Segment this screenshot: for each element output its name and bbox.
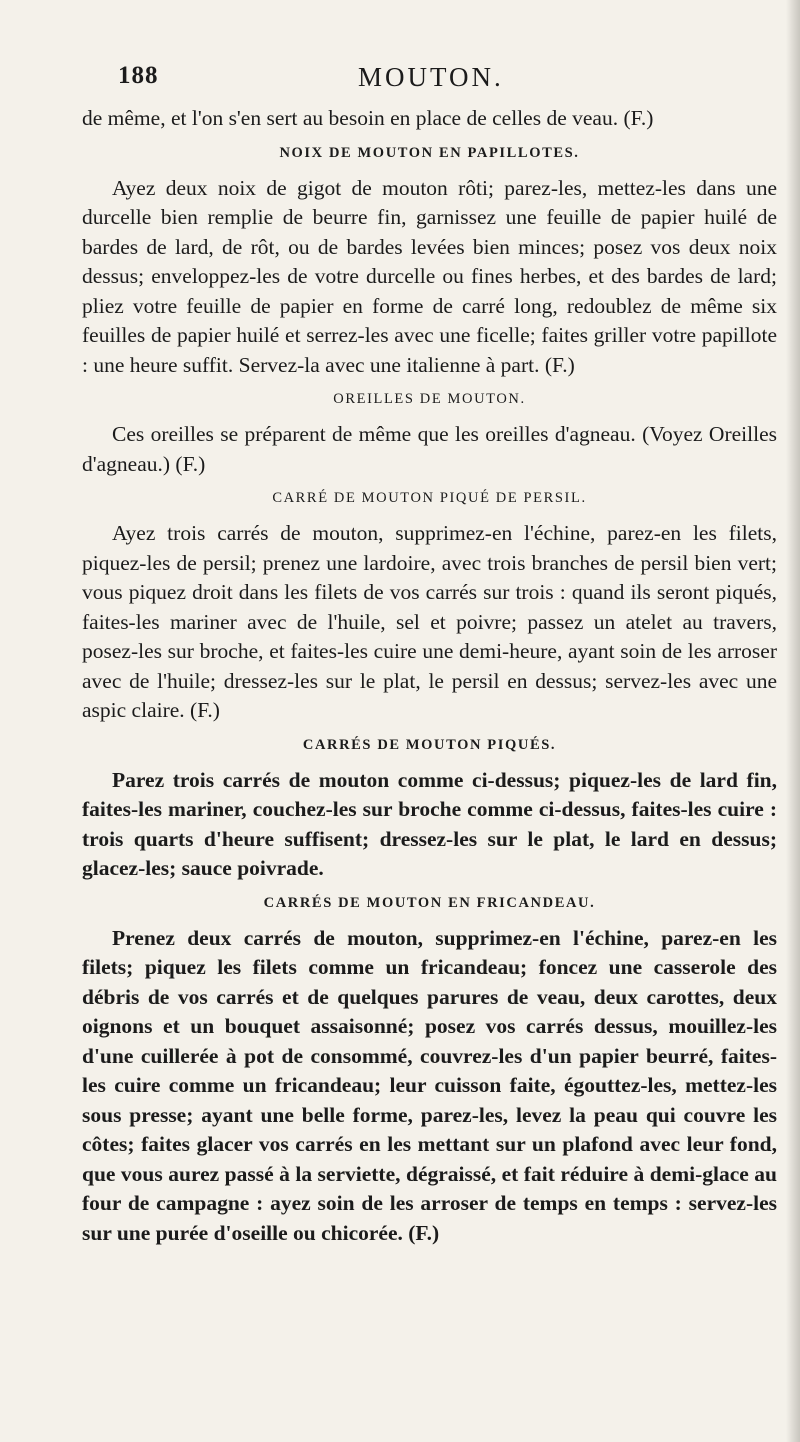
page-header <box>118 62 678 98</box>
recipe-title: CARRÉ DE MOUTON PIQUÉ DE PERSIL. <box>272 490 587 506</box>
recipe-text: Prenez deux carrés de mouton, supprimez-en l'échine, parez-en les filets; piquez les filets comme un fricandeau; foncez une casserole des débris de vos carrés et de quelques parures de veau, deux carottes, deux oignons et un bouquet assaisonné; posez vos carrés dessus, mouillez-les d'une cuillerée à pot de consommé, couvrez-les d'un papier beurré, faites-les cuire comme un fricandeau; leur cuisson faite, égouttez-les, mettez-les sous presse; ayant une belle forme, parez-les, levez la peau qui couvre les côtes; faites glacer vos carrés en les mettant sur un plafond avec leur fond, que vous aurez passé à la serviette, dégraissé, et fait réduire à demi-glace au four de campagne : ayez soin de les arroser de temps en temps : servez-les sur une purée d'oseille ou chicorée. (F.) <box>82 925 777 1245</box>
recipe-title: CARRÉS DE MOUTON EN FRICANDEAU. <box>263 894 596 911</box>
continuation-paragraph: de même, et l'on s'en sert au besoin en place de celles de veau. (F.) <box>82 106 654 130</box>
recipe-title: CARRÉS DE MOUTON PIQUÉS. <box>302 736 557 753</box>
recipe-text: Ces oreilles se préparent de même que les oreilles d'agneau. (Voyez Oreilles d'agneau.) (F.) <box>82 422 777 476</box>
running-head: MOUTON. <box>358 62 504 92</box>
recipe-text: Ayez trois carrés de mouton, supprimez-en l'échine, parez-en les filets, piquez-les de persil; prenez une lardoire, avec trois branches de persil bien vert; vous piquez droit dans les filets de vos carrés sur trois : quand ils seront piqués, faites-les mariner avec de l'huile, sel et poivre; passez un atelet au travers, posez-les sur broche, et faites-les cuire une demi-heure, ayant soin de les arroser avec de l'huile; dressez-les sur le plat, le persil en dessus; servez-les avec une aspic claire. (F.) <box>82 521 777 722</box>
recipe-text: Parez trois carrés de mouton comme ci-dessus; piquez-les de lard fin, faites-les mariner, couchez-les sur broche comme ci-dessus, faites-les cuire : trois quarts d'heure suffisent; dressez-les sur le plat, le lard en dessus; glacez-les; sauce poivrade. <box>82 767 777 880</box>
page-body <box>82 104 777 1248</box>
page-number: 188 <box>118 62 159 89</box>
page-edge-shadow <box>786 0 800 1442</box>
recipe-title: OREILLES DE MOUTON. <box>333 391 526 407</box>
recipe-title: NOIX DE MOUTON EN PAPILLOTES. <box>279 144 580 161</box>
recipe-text: Ayez deux noix de gigot de mouton rôti; parez-les, mettez-les dans une durcelle bien remplie de beurre fin, garnissez une feuille de papier huilé de bardes de lard, de rôt, ou de bardes levées bien minces; posez vos deux noix dessus; enveloppez-les de votre durcelle ou fines herbes, et des bardes de lard; pliez votre feuille de papier en forme de carré long, redoublez de même six feuilles de papier huilé et serrez-les avec une ficelle; faites griller votre papillote : une heure suffit. Servez-la avec une italienne à part. (F.) <box>82 175 777 377</box>
